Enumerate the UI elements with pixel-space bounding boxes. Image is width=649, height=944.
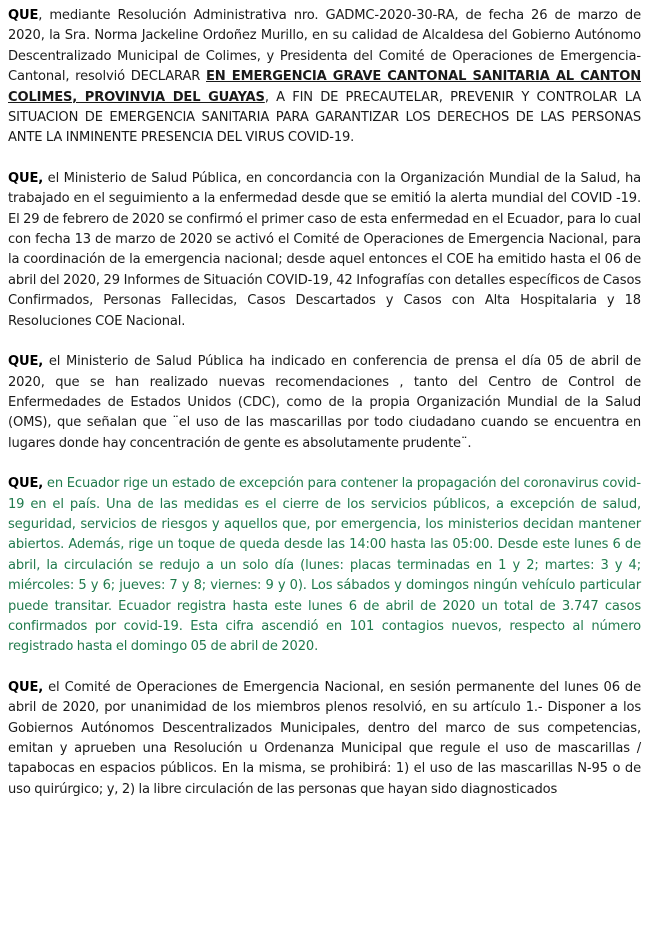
- que-lead: QUE,: [8, 476, 44, 492]
- que-lead: QUE,: [8, 679, 44, 695]
- que-lead: QUE,: [8, 170, 44, 186]
- emergency-declaration: EN EMERGENCIA GRAVE CANTONAL SANITARIA AL CANTON COLIMES, PROVINVIA DEL GUAYAS: [8, 69, 641, 105]
- que-lead: QUE: [8, 8, 39, 23]
- paragraph-text: en Ecuador rige un estado de excepción para contener la propagación del coronavirus covid-19 en el país. Una de las medidas es el cierre de los servicios públicos, a excepción de salud, seguridad, servicios de riesgos y aquellos que, por emergencia, los ministerios decidan mantener abiertos. Además, rige un toque de queda desde las 14:00 hasta las 05:00. Desde este lunes 6 de abril, la circulación se redujo a un solo día (lunes: placas terminadas en 1 y 2; martes: 3 y 4; miércoles: 5 y 6; jueves: 7 y 8; viernes: 9 y 0). Los sábados y domingos ningún vehículo particular puede transitar. Ecuador registra hasta este lunes 6 de abril de 2020 un total de 3.747 casos confirmados por covid-19. Esta cifra ascendió en 101 contagios nuevos, respecto al número registrado hasta el domingo 05 de abril de 2020.: [8, 476, 641, 655]
- paragraph-press-conference: [8, 352, 641, 454]
- paragraph-text: , mediante Resolución Administrativa nro. GADMC-2020-30-RA, de fecha 26 de marzo de 2020, la Sra. Norma Jackeline Ordoñez Murillo, en su calidad de Alcaldesa del Gobierno Autónomo Descentralizado Municipal de Colimes, y Presidenta del Comité de Operaciones de Emergencia-Cantonal, resolvió DECLARAR: [8, 8, 641, 85]
- paragraph-resolution: [8, 6, 641, 149]
- paragraph-ministry: [8, 169, 641, 332]
- que-lead: QUE,: [8, 354, 44, 370]
- paragraph-text: el Comité de Operaciones de Emergencia Nacional, en sesión permanente del lunes 06 de abril de 2020, por unanimidad de los miembros plenos resolvió, en su artículo 1.- Disponer a los Gobiernos Autónomos Descentralizados Municipales, dentro del marco de sus competencias, emitan y aprueben una Resolución u Ordenanza Municipal que regule el uso de mascarillas / tapabocas en espacios públicos. En la misma, se prohibirá: 1) el uso de las mascarillas N-95 o de uso quirúrgico; y, 2) la libre circulación de las personas que hayan sido diagnosticados: [8, 679, 641, 797]
- paragraph-text: el Ministerio de Salud Pública ha indicado en conferencia de prensa el día 05 de abril de 2020, que se han realizado nuevas recomendaciones , tanto del Centro de Control de Enfermedades de Estados Unidos (CDC), como de la propia Organización Mundial de la Salud (OMS), que señalan que ¨el uso de las mascarillas por todo ciudadano cuando se encuentra en lugares donde hay concentración de gente es absolutamente prudente¨.: [8, 354, 641, 451]
- paragraph-text: , A FIN DE PRECAUTELAR, PREVENIR Y CONTROLAR LA SITUACION DE EMERGENCIA SANITARIA PARA GARANTIZAR LOS DERECHOS DE LAS PERSONAS ANTE LA INMINENTE PRESENCIA DEL VIRUS COVID-19.: [8, 89, 641, 146]
- paragraph-coe-resolution: [8, 678, 641, 800]
- paragraph-text: el Ministerio de Salud Pública, en concordancia con la Organización Mundial de la Salud, ha trabajado en el seguimiento a la enfermedad desde que se emitió la alerta mundial del COVID -19. El 29 de febrero de 2020 se confirmó el primer caso de esta enfermedad en el Ecuador, para lo cual con fecha 13 de marzo de 2020 se activó el Comité de Operaciones de Emergencia Nacional, para la coordinación de la emergencia nacional; desde aquel entonces el COE ha emitido hasta el 06 de abril del 2020, 29 Informes de Situación COVID-19, 42 Infografías con detalles específicos de Casos Confirmados, Personas Fallecidas, Casos Descartados y Casos con Alta Hospitalaria y 18 Resoluciones COE Nacional.: [8, 170, 641, 329]
- paragraph-state-of-exception: [8, 474, 641, 658]
